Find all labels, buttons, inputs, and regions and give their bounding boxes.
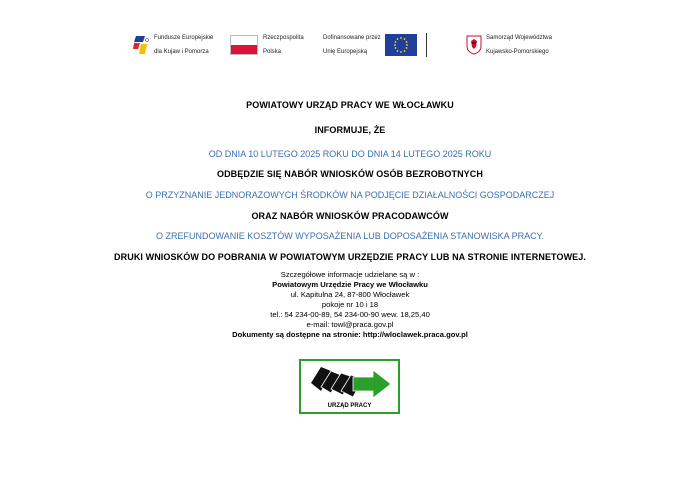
logo-divider — [426, 33, 427, 57]
contact-intro: Szczegółowe informacje udzielane są w : — [280, 270, 420, 279]
contact-website[interactable]: Dokumenty są dostępne na stronie: http://wloclawek.praca.gov.pl — [232, 330, 468, 339]
rp-logo — [230, 28, 304, 62]
samorzad-label-line2: Kujawsko-Pomorskiego — [486, 48, 549, 55]
purpose-line: O PRZYZNANIE JEDNORAZOWYCH ŚRODKÓW NA PODJĘCIE DZIAŁALNOŚCI GOSPODARCZEJ — [145, 190, 555, 200]
eu-flag-icon — [385, 34, 417, 56]
samorzad-label-line1: Samorząd Województwa — [486, 34, 552, 41]
contact-office: Powiatowym Urzędzie Pracy we Włocławku — [272, 280, 428, 289]
polish-flag-icon — [230, 35, 258, 55]
contact-phone: tel.: 54 234-00-89, 54 234-00-90 wew. 18,25,40 — [270, 310, 430, 319]
contact-block — [0, 270, 700, 340]
refund-line: O ZREFUNDOWANIE KOSZTÓW WYPOSAŻENIA LUB DOPOSAŻENIA STANOWISKA PRACY. — [156, 231, 544, 241]
samorzad-logo — [466, 28, 552, 62]
rp-label-line1: Rzeczpospolita — [263, 34, 304, 41]
fe-label-line1: Fundusze Europejskie — [154, 34, 214, 41]
forms-line: DRUKI WNIOSKÓW DO POBRANIA W POWIATOWYM URZĘDZIE PRACY LUB NA STRONIE INTERNETOWEJ. — [114, 252, 586, 262]
logo-bar — [0, 28, 700, 62]
coat-of-arms-icon — [466, 35, 482, 55]
fe-icon — [133, 34, 151, 56]
eu-label-line2: Unię Europejską — [323, 48, 368, 55]
urzad-pracy-caption: URZĄD PRACY — [327, 403, 372, 409]
contact-rooms: pokoje nr 10 i 18 — [321, 300, 379, 309]
eu-label-line1: Dofinansowane przez — [323, 34, 381, 41]
informs-heading: INFORMUJE, ŻE — [314, 125, 386, 135]
fe-label-line2: dla Kujaw i Pomorza — [154, 48, 209, 55]
fe-logo — [133, 28, 213, 62]
contact-email: e-mail: towl@praca.gov.pl — [306, 320, 394, 329]
urzad-pracy-logo — [299, 359, 400, 414]
office-heading: POWIATOWY URZĄD PRACY WE WŁOCŁAWKU — [246, 100, 454, 110]
rp-label-line2: Polska — [263, 48, 282, 55]
recruitment-line: ODBĘDZIE SIĘ NABÓR WNIOSKÓW OSÓB BEZROBOTNYCH — [216, 169, 483, 179]
dates-line: OD DNIA 10 LUTEGO 2025 ROKU DO DNIA 14 LUTEGO 2025 ROKU — [208, 149, 492, 159]
contact-address: ul. Kapitulna 24, 87-800 Włocławek — [290, 290, 410, 299]
employers-line: ORAZ NABÓR WNIOSKÓW PRACODAWCÓW — [251, 211, 449, 221]
eu-logo — [323, 28, 427, 62]
documents-arrow-icon — [301, 361, 398, 403]
